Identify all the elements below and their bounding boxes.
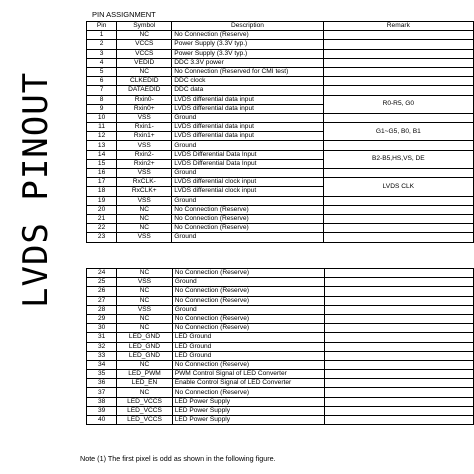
description-cell: Ground bbox=[172, 169, 323, 178]
pin-cell: 4 bbox=[87, 58, 117, 67]
description-cell: LVDS Differential Data Input bbox=[172, 159, 323, 168]
description-cell: LVDS differential clock input bbox=[172, 178, 323, 187]
symbol-cell: NC bbox=[117, 324, 172, 333]
description-cell: DDC 3.3V power bbox=[172, 58, 323, 67]
description-cell: LED Ground bbox=[172, 351, 324, 360]
description-cell: Enable Control Signal of LED Converter bbox=[172, 379, 324, 388]
pin-cell: 36 bbox=[87, 379, 117, 388]
remark-cell-empty bbox=[323, 169, 473, 178]
table-row bbox=[87, 67, 474, 76]
remark-cell: R0-R5, G0 bbox=[323, 95, 473, 113]
symbol-cell: LED_EN bbox=[117, 379, 172, 388]
remark-cell-empty bbox=[323, 233, 473, 242]
remark-cell-empty bbox=[323, 67, 473, 76]
symbol-cell: RxCLK+ bbox=[117, 187, 172, 196]
pin-cell: 35 bbox=[87, 370, 117, 379]
remark-cell: B2-B5,HS,VS, DE bbox=[323, 150, 473, 168]
symbol-cell: CLKEDID bbox=[117, 77, 172, 86]
remark-cell-empty bbox=[323, 113, 473, 122]
remark-cell-empty bbox=[324, 388, 473, 397]
table-row bbox=[87, 77, 474, 86]
remark-cell-empty bbox=[324, 342, 473, 351]
remark-cell-empty bbox=[323, 205, 473, 214]
pin-cell: 10 bbox=[87, 113, 117, 122]
description-cell: Ground bbox=[172, 141, 323, 150]
symbol-cell: VSS bbox=[117, 305, 172, 314]
symbol-cell: Rxin1+ bbox=[117, 132, 172, 141]
description-cell: No Connection (Reserve) bbox=[172, 269, 324, 278]
table-row bbox=[87, 178, 474, 187]
symbol-cell: VSS bbox=[117, 278, 172, 287]
symbol-cell: LED_VCCS bbox=[117, 406, 172, 415]
pin-cell: 32 bbox=[87, 342, 117, 351]
table-row bbox=[87, 141, 474, 150]
symbol-cell: NC bbox=[117, 360, 172, 369]
remark-cell-empty bbox=[324, 287, 473, 296]
pin-cell: 14 bbox=[87, 150, 117, 159]
symbol-cell: NC bbox=[117, 388, 172, 397]
symbol-cell: VSS bbox=[117, 113, 172, 122]
remark-cell-empty bbox=[324, 324, 473, 333]
description-cell: LED Power Supply bbox=[172, 397, 324, 406]
table-row bbox=[87, 296, 474, 305]
remark-cell-empty bbox=[324, 333, 473, 342]
description-cell: No Connection (Reserve) bbox=[172, 205, 323, 214]
pin-cell: 29 bbox=[87, 314, 117, 323]
description-cell: No Connection (Reserve) bbox=[172, 287, 324, 296]
remark-cell-empty bbox=[324, 351, 473, 360]
symbol-cell: VSS bbox=[117, 141, 172, 150]
pin-cell: 12 bbox=[87, 132, 117, 141]
table-row bbox=[87, 314, 474, 323]
pin-cell: 5 bbox=[87, 67, 117, 76]
pin-cell: 26 bbox=[87, 287, 117, 296]
symbol-cell: NC bbox=[117, 214, 172, 223]
symbol-cell: NC bbox=[117, 205, 172, 214]
symbol-cell: LED_GND bbox=[117, 351, 172, 360]
symbol-cell: NC bbox=[117, 67, 172, 76]
pin-cell: 18 bbox=[87, 187, 117, 196]
pin-cell: 31 bbox=[87, 333, 117, 342]
table-row bbox=[87, 169, 474, 178]
remark-cell-empty bbox=[324, 370, 473, 379]
table-row bbox=[87, 224, 474, 233]
header-remark: Remark bbox=[323, 22, 473, 31]
table-row bbox=[87, 416, 474, 425]
table-row bbox=[87, 370, 474, 379]
pin-cell: 2 bbox=[87, 40, 117, 49]
table-row bbox=[87, 342, 474, 351]
table-row bbox=[87, 31, 474, 40]
table-row bbox=[87, 324, 474, 333]
remark-cell-empty bbox=[323, 58, 473, 67]
description-cell: No Connection (Reserve) bbox=[172, 224, 323, 233]
table-row bbox=[87, 269, 474, 278]
pin-cell: 30 bbox=[87, 324, 117, 333]
symbol-cell: VSS bbox=[117, 196, 172, 205]
remark-cell-empty bbox=[324, 379, 473, 388]
header-description: Description bbox=[172, 22, 323, 31]
description-cell: Ground bbox=[172, 278, 324, 287]
description-cell: No Connection (Reserve) bbox=[172, 360, 324, 369]
remark-cell-empty bbox=[324, 360, 473, 369]
symbol-cell: NC bbox=[117, 287, 172, 296]
description-cell: DDC clock bbox=[172, 77, 323, 86]
table-row bbox=[87, 123, 474, 132]
table-row bbox=[87, 333, 474, 342]
remark-cell-empty bbox=[323, 196, 473, 205]
pin-cell: 7 bbox=[87, 86, 117, 95]
table-row bbox=[87, 40, 474, 49]
symbol-cell: VSS bbox=[117, 233, 172, 242]
pin-cell: 33 bbox=[87, 351, 117, 360]
table-row bbox=[87, 351, 474, 360]
symbol-cell: LED_GND bbox=[117, 342, 172, 351]
pin-cell: 23 bbox=[87, 233, 117, 242]
table-row bbox=[87, 58, 474, 67]
pin-cell: 3 bbox=[87, 49, 117, 58]
description-cell: No Connection (Reserve) bbox=[172, 324, 324, 333]
table-row bbox=[87, 278, 474, 287]
table-row bbox=[87, 95, 474, 104]
description-cell: LVDS differential data input bbox=[172, 123, 323, 132]
symbol-cell: NC bbox=[117, 296, 172, 305]
pin-cell: 21 bbox=[87, 214, 117, 223]
pin-cell: 15 bbox=[87, 159, 117, 168]
symbol-cell: Rxin2+ bbox=[117, 159, 172, 168]
remark-cell-empty bbox=[323, 86, 473, 95]
description-cell: Ground bbox=[172, 305, 324, 314]
symbol-cell: NC bbox=[117, 314, 172, 323]
description-cell: Power Supply (3.3V typ.) bbox=[172, 49, 323, 58]
pin-cell: 25 bbox=[87, 278, 117, 287]
description-cell: LVDS differential data input bbox=[172, 132, 323, 141]
description-cell: LED Power Supply bbox=[172, 416, 324, 425]
table-caption: PIN ASSIGNMENT bbox=[92, 10, 156, 19]
pin-cell: 8 bbox=[87, 95, 117, 104]
remark-cell: G1~G5, B0, B1 bbox=[323, 123, 473, 141]
remark-cell-empty bbox=[323, 49, 473, 58]
table-row bbox=[87, 205, 474, 214]
description-cell: No Connection (Reserve) bbox=[172, 214, 323, 223]
description-cell: PWM Control Signal of LED Converter bbox=[172, 370, 324, 379]
pin-cell: 19 bbox=[87, 196, 117, 205]
description-cell: Ground bbox=[172, 196, 323, 205]
description-cell: DDC data bbox=[172, 86, 323, 95]
pin-cell: 39 bbox=[87, 406, 117, 415]
description-cell: LVDS differential clock input bbox=[172, 187, 323, 196]
pin-cell: 1 bbox=[87, 31, 117, 40]
pin-cell: 20 bbox=[87, 205, 117, 214]
table-row bbox=[87, 113, 474, 122]
remark-cell-empty bbox=[323, 77, 473, 86]
description-cell: Power Supply (3.3V typ.) bbox=[172, 40, 323, 49]
table-row bbox=[87, 150, 474, 159]
table-row bbox=[87, 287, 474, 296]
symbol-cell: Rxin0+ bbox=[117, 104, 172, 113]
pin-cell: 16 bbox=[87, 169, 117, 178]
remark-cell-empty bbox=[324, 269, 473, 278]
description-cell: Ground bbox=[172, 113, 323, 122]
symbol-cell: NC bbox=[117, 31, 172, 40]
table-row bbox=[87, 397, 474, 406]
remark-cell-empty bbox=[323, 31, 473, 40]
table-row bbox=[87, 379, 474, 388]
remark-cell-empty bbox=[324, 278, 473, 287]
remark-cell-empty bbox=[323, 40, 473, 49]
pin-cell: 38 bbox=[87, 397, 117, 406]
pin-cell: 22 bbox=[87, 224, 117, 233]
table-row bbox=[87, 196, 474, 205]
remark-cell-empty bbox=[324, 296, 473, 305]
table-header-row bbox=[87, 22, 474, 31]
pin-cell: 9 bbox=[87, 104, 117, 113]
table-row bbox=[87, 49, 474, 58]
symbol-cell: LED_VCCS bbox=[117, 397, 172, 406]
symbol-cell: VCCS bbox=[117, 40, 172, 49]
symbol-cell: LED_VCCS bbox=[117, 416, 172, 425]
pin-cell: 40 bbox=[87, 416, 117, 425]
description-cell: No Connection (Reserve) bbox=[172, 296, 324, 305]
symbol-cell: NC bbox=[117, 269, 172, 278]
pin-table-part-2 bbox=[86, 268, 474, 425]
pin-cell: 28 bbox=[87, 305, 117, 314]
symbol-cell: Rxin1- bbox=[117, 123, 172, 132]
pin-table-part-1 bbox=[86, 21, 474, 243]
description-cell: LED Power Supply bbox=[172, 406, 324, 415]
symbol-cell: VCCS bbox=[117, 49, 172, 58]
pin-cell: 11 bbox=[87, 123, 117, 132]
description-cell: No Connection (Reserve) bbox=[172, 314, 324, 323]
symbol-cell: VSS bbox=[117, 169, 172, 178]
remark-cell: LVDS CLK bbox=[323, 178, 473, 196]
description-cell: LED Ground bbox=[172, 342, 324, 351]
remark-cell-empty bbox=[324, 314, 473, 323]
description-cell: Ground bbox=[172, 233, 323, 242]
header-pin: Pin bbox=[87, 22, 117, 31]
pin-cell: 34 bbox=[87, 360, 117, 369]
symbol-cell: LED_GND bbox=[117, 333, 172, 342]
description-cell: No Connection (Reserve) bbox=[172, 31, 323, 40]
pin-cell: 6 bbox=[87, 77, 117, 86]
description-cell: No Connection (Reserved for CMI test) bbox=[172, 67, 323, 76]
table-row bbox=[87, 233, 474, 242]
pin-cell: 37 bbox=[87, 388, 117, 397]
side-title: LVDS PINOUT bbox=[16, 71, 56, 308]
pin-cell: 24 bbox=[87, 269, 117, 278]
description-cell: LVDS differential data input bbox=[172, 95, 323, 104]
table-row bbox=[87, 360, 474, 369]
remark-cell-empty bbox=[324, 397, 473, 406]
symbol-cell: VEDID bbox=[117, 58, 172, 67]
table-row bbox=[87, 214, 474, 223]
symbol-cell: LED_PWM bbox=[117, 370, 172, 379]
pin-cell: 27 bbox=[87, 296, 117, 305]
symbol-cell: DATAEDID bbox=[117, 86, 172, 95]
table-row bbox=[87, 86, 474, 95]
remark-cell-empty bbox=[323, 214, 473, 223]
table-row bbox=[87, 388, 474, 397]
footnote: Note (1) The first pixel is odd as shown in the following figure. bbox=[80, 454, 276, 463]
table-row bbox=[87, 406, 474, 415]
description-cell: LVDS Differential Data Input bbox=[172, 150, 323, 159]
remark-cell-empty bbox=[324, 305, 473, 314]
symbol-cell: Rxin0- bbox=[117, 95, 172, 104]
symbol-cell: Rxin2- bbox=[117, 150, 172, 159]
description-cell: LED Ground bbox=[172, 333, 324, 342]
remark-cell-empty bbox=[323, 224, 473, 233]
table-row bbox=[87, 305, 474, 314]
symbol-cell: NC bbox=[117, 224, 172, 233]
remark-cell-empty bbox=[324, 406, 473, 415]
description-cell: LVDS differential data input bbox=[172, 104, 323, 113]
symbol-cell: RxCLK- bbox=[117, 178, 172, 187]
remark-cell-empty bbox=[324, 416, 473, 425]
remark-cell-empty bbox=[323, 141, 473, 150]
header-symbol: Symbol bbox=[117, 22, 172, 31]
description-cell: No Connection (Reserve) bbox=[172, 388, 324, 397]
pin-cell: 13 bbox=[87, 141, 117, 150]
pin-cell: 17 bbox=[87, 178, 117, 187]
